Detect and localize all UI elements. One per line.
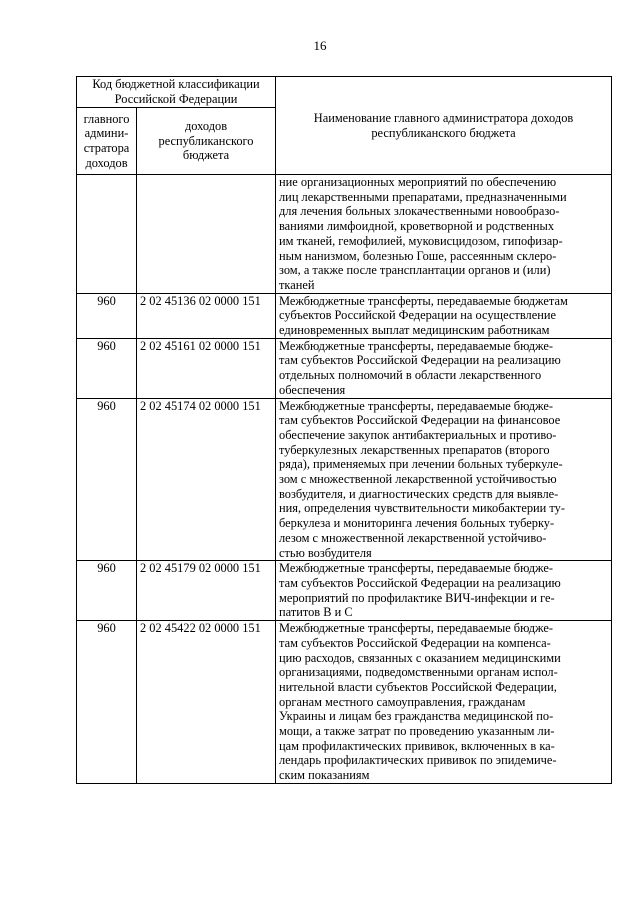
admin-code-cell: 960 <box>77 398 137 561</box>
header-line: главного <box>83 111 130 126</box>
table-row <box>77 293 612 338</box>
income-name-line: Межбюджетные трансферты, передаваемые бюдже- <box>279 621 554 636</box>
income-name-cell <box>276 293 612 338</box>
header-line: Наименование главного администратора доходов <box>313 110 574 125</box>
income-code-cell: 2 02 45422 02 0000 151 <box>137 621 276 784</box>
income-name-line: ние организационных мероприятий по обеспечению <box>279 175 557 189</box>
header-line: доходов <box>85 155 128 170</box>
table-row <box>77 175 612 294</box>
admin-code-cell: 960 <box>77 293 137 338</box>
income-name-line: обеспечение закупок антибактериальных и противо- <box>279 427 557 442</box>
income-name-line: лендарь профилактических прививок по эпидемиче- <box>279 753 557 768</box>
income-name-line: Межбюджетные трансферты, передаваемые бюдже- <box>279 398 554 413</box>
income-name-line: туберкулезных лекарственных препаратов (второго <box>279 442 550 457</box>
income-code-cell: 2 02 45136 02 0000 151 <box>137 293 276 338</box>
income-name-line: беркулеза и мониторинга лечения больных туберку- <box>279 516 555 531</box>
budget-classification-table <box>76 76 612 784</box>
income-name-line: им тканей, гемофилией, муковисцидозом, гипофизар- <box>279 233 563 248</box>
income-name-line: Межбюджетные трансферты, передаваемые бюджетам <box>279 293 568 308</box>
admin-code-cell: 960 <box>77 561 137 621</box>
income-name-line: цию расходов, связанных с оказанием медицинскими <box>279 650 561 665</box>
income-name-line: зом, а также после трансплантации органов и (или) <box>279 263 551 278</box>
income-name-line: патитов B и C <box>279 605 353 620</box>
header-budget-income <box>137 108 276 175</box>
page-number: 16 <box>313 38 327 53</box>
table-row <box>77 398 612 561</box>
income-code-cell: 2 02 45179 02 0000 151 <box>137 561 276 621</box>
income-name-line: стью возбудителя <box>279 545 372 560</box>
income-name-cell <box>276 561 612 621</box>
header-line: бюджета <box>182 148 230 163</box>
income-name-line: Межбюджетные трансферты, передаваемые бюдже- <box>279 338 554 353</box>
income-name-cell <box>276 621 612 784</box>
income-name-line: субъектов Российской Федерации на осуществление <box>279 308 556 323</box>
table-row <box>77 338 612 398</box>
admin-code-cell: 960 <box>77 621 137 784</box>
income-name-line: ряда), применяемых при лечении больных туберкуле- <box>279 457 563 472</box>
income-name-line: мощи, а также затрат по проведению указанным ли- <box>279 724 555 739</box>
income-code-cell: 2 02 45161 02 0000 151 <box>137 338 276 398</box>
income-name-line: лиц лекарственными препаратами, предназначенными <box>279 189 567 204</box>
income-name-line: Межбюджетные трансферты, передаваемые бюдже- <box>279 561 554 576</box>
income-name-line: отдельных полномочий в области лекарственного <box>279 368 542 383</box>
header-line: админи- <box>84 126 129 141</box>
header-administrator-name <box>276 77 612 175</box>
header-budget-classification-code <box>77 77 276 108</box>
income-name-line: цам профилактических прививок, включенных в ка- <box>279 738 555 753</box>
admin-code-cell: 960 <box>77 338 137 398</box>
income-name-line: там субъектов Российской Федерации на финансовое <box>279 413 561 428</box>
income-name-cell <box>276 338 612 398</box>
income-name-line: там субъектов Российской Федерации на компенса- <box>279 635 551 650</box>
income-code-cell: 2 02 45174 02 0000 151 <box>137 398 276 561</box>
income-name-line: ния, определения чувствительности микобактерии ту- <box>279 501 565 516</box>
table-row <box>77 561 612 621</box>
income-name-line: ваниями лимфоидной, кроветворной и родственных <box>279 219 555 234</box>
income-name-line: органам местного самоуправления, гражданам <box>279 694 526 709</box>
income-name-line: обеспечения <box>279 382 346 397</box>
income-name-cell <box>276 398 612 561</box>
header-main-administrator <box>77 108 137 175</box>
header-line: Российской Федерации <box>114 92 238 106</box>
income-name-line: тканей <box>279 277 315 292</box>
table-body <box>77 175 612 784</box>
income-name-line: лезом с множественной лекарственной устойчиво- <box>279 530 547 545</box>
header-line: стратора <box>83 141 130 155</box>
income-code-cell <box>137 175 276 294</box>
header-line: республиканского <box>158 133 254 148</box>
income-name-cell <box>276 175 612 294</box>
income-name-line: мероприятий по профилактике ВИЧ-инфекции и ге- <box>279 590 555 605</box>
header-line: доходов <box>184 118 228 133</box>
header-line: Код бюджетной классификации <box>92 77 260 92</box>
income-name-line: организациями, подведомственными органам испол- <box>279 665 558 680</box>
income-name-line: нительной власти субъектов Российской Федерации, <box>279 679 557 694</box>
income-name-line: ским показаниям <box>279 768 370 783</box>
income-name-line: зом с множественной лекарственной устойчивостью <box>279 472 557 487</box>
admin-code-cell <box>77 175 137 294</box>
income-name-line: там субъектов Российской Федерации на реализацию <box>279 575 561 590</box>
header-line: республиканского бюджета <box>371 125 516 140</box>
header-row-main <box>77 77 612 108</box>
income-name-line: для лечения больных злокачественными новообразо- <box>279 204 560 219</box>
income-name-line: возбудителя, и диагностических средств для выявле- <box>279 486 559 501</box>
income-name-line: Украины и лицам без гражданства медицинской по- <box>279 709 554 724</box>
income-name-line: ным нанизмом, болезнью Гоше, рассеянным склеро- <box>279 248 557 263</box>
table-row <box>77 621 612 784</box>
income-name-line: единовременных выплат медицинским работникам <box>279 323 550 338</box>
income-name-line: там субъектов Российской Федерации на реализацию <box>279 353 561 368</box>
